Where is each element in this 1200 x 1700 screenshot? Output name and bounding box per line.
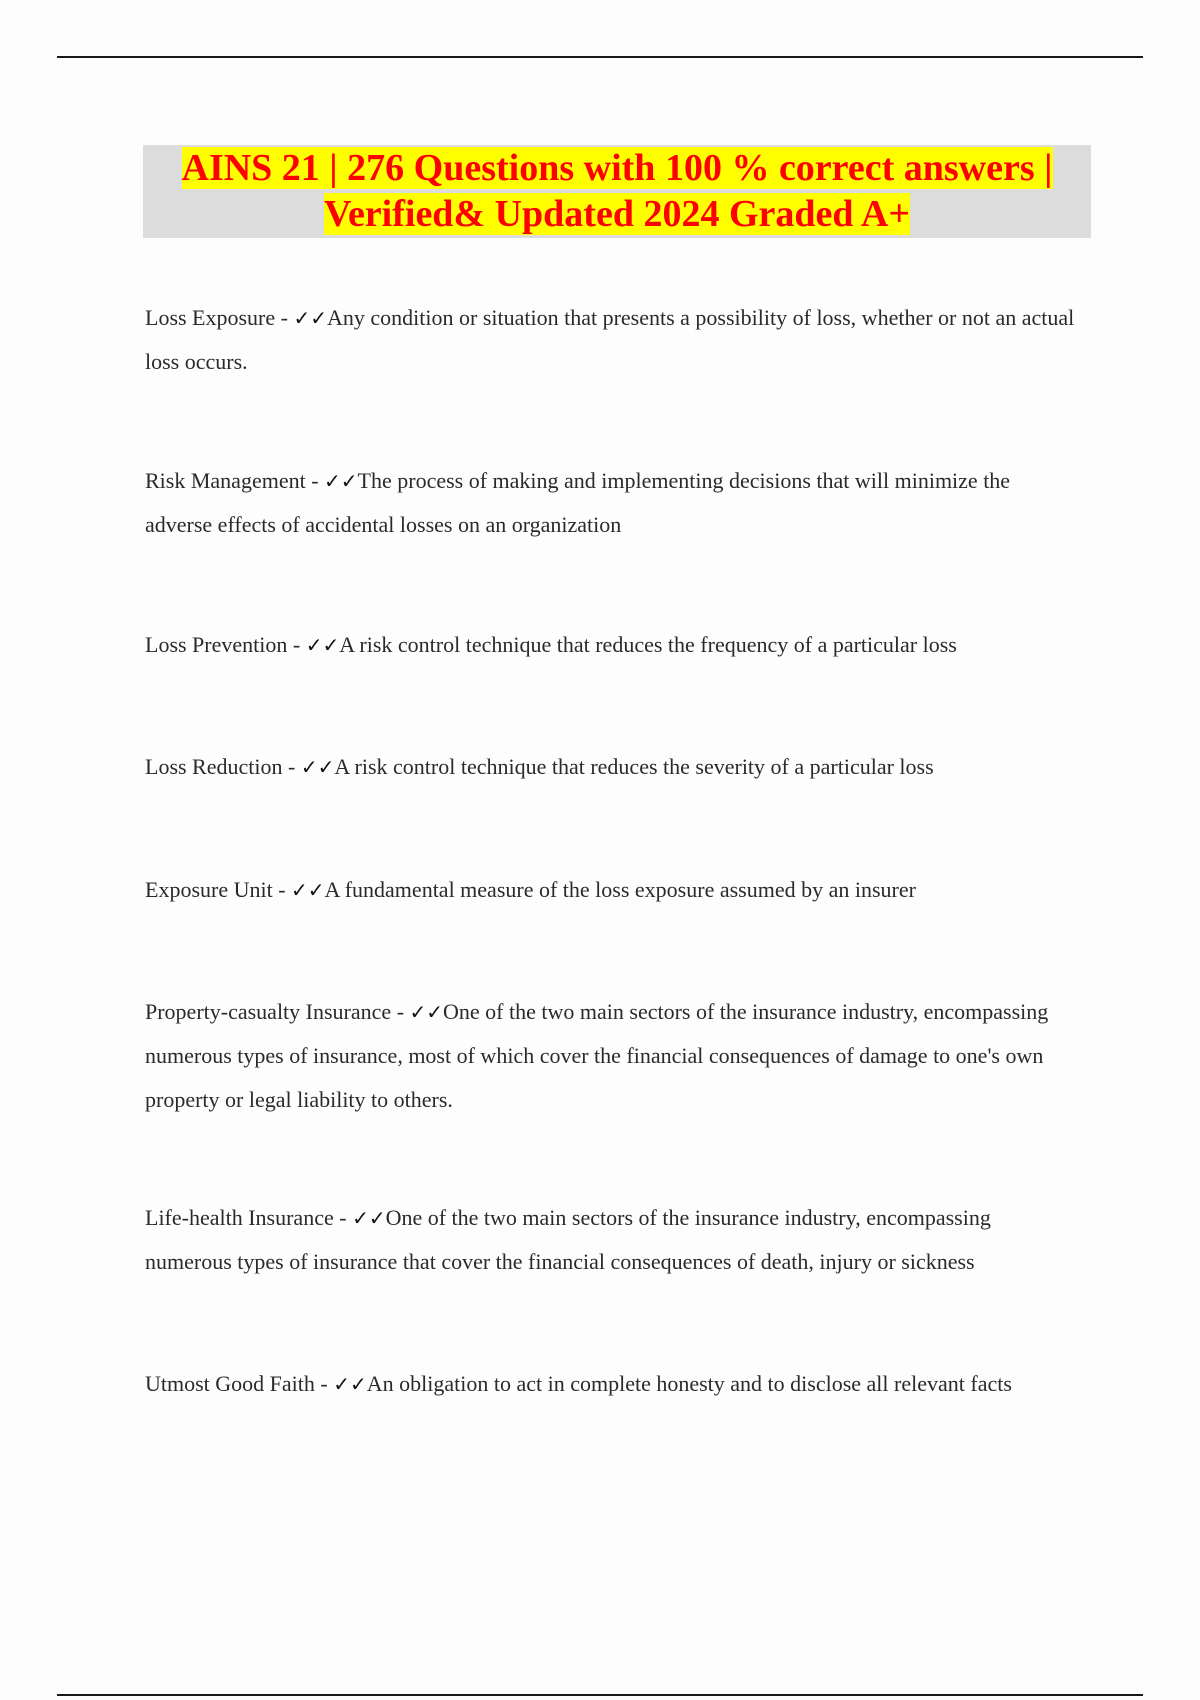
check-mark-icon: ✓✓	[352, 1206, 386, 1230]
entry-definition: Any condition or situation that presents a possibility of loss, whether or not an actual loss occurs.	[145, 305, 1075, 374]
entry-separator: -	[305, 468, 325, 493]
entry-separator: -	[272, 877, 292, 902]
entry-term: Exposure Unit	[145, 877, 273, 902]
check-mark-icon: ✓✓	[324, 469, 358, 493]
entry-term: Property-casualty Insurance	[145, 999, 392, 1024]
check-mark-icon: ✓✓	[293, 306, 327, 330]
entry-term: Utmost Good Faith	[145, 1371, 315, 1396]
check-mark-icon: ✓✓	[300, 755, 335, 779]
entry-separator: -	[282, 754, 301, 779]
entry-definition: A fundamental measure of the loss exposure assumed by an insurer	[324, 877, 916, 902]
entry-definition: An obligation to act in complete honesty and to disclose all relevant facts	[366, 1371, 1012, 1396]
flashcard-entry	[145, 990, 1080, 1122]
entry-term: Loss Reduction	[145, 754, 283, 779]
entry-definition: One of the two main sectors of the insurance industry, encompassing numerous types of insurance that cover the financial consequences of death, injury or sickness	[145, 1205, 991, 1274]
entry-separator: -	[391, 999, 410, 1024]
flashcard-entry	[145, 745, 1080, 789]
entry-separator: -	[333, 1205, 353, 1230]
entry-term: Loss Exposure	[145, 305, 276, 330]
entry-definition: One of the two main sectors of the insurance industry, encompassing numerous types of insurance, most of which cover the financial consequences of damage to one's own property or legal liability to others.	[145, 999, 1049, 1112]
check-mark-icon: ✓✓	[305, 633, 340, 657]
entry-definition: A risk control technique that reduces the frequency of a particular loss	[339, 632, 957, 657]
title-line-1: AINS 21 | 276 Questions with 100 % correct answers |	[181, 147, 1053, 189]
bottom-rule	[57, 1694, 1143, 1696]
check-mark-icon: ✓✓	[409, 1000, 444, 1024]
flashcard-entry	[145, 459, 1080, 547]
document-title	[143, 145, 1091, 238]
entry-definition: A risk control technique that reduces the severity of a particular loss	[334, 754, 934, 779]
entry-term: Life-health Insurance	[145, 1205, 334, 1230]
flashcard-entry	[145, 1362, 1080, 1406]
entry-separator: -	[287, 632, 306, 657]
entry-term: Risk Management	[145, 468, 306, 493]
check-mark-icon: ✓✓	[333, 1372, 367, 1396]
entry-separator: -	[314, 1371, 334, 1396]
top-rule	[57, 56, 1143, 58]
flashcard-entry	[145, 868, 1080, 912]
entry-separator: -	[275, 305, 294, 330]
flashcard-entry	[145, 623, 1080, 667]
title-line-2: Verified& Updated 2024 Graded A+	[323, 193, 911, 235]
entry-term: Loss Prevention	[145, 632, 288, 657]
check-mark-icon: ✓✓	[291, 878, 325, 902]
flashcard-entry	[145, 296, 1080, 384]
entry-definition: The process of making and implementing decisions that will minimize the adverse effects of accidental losses on an organization	[145, 468, 1011, 537]
flashcard-entry	[145, 1196, 1080, 1284]
